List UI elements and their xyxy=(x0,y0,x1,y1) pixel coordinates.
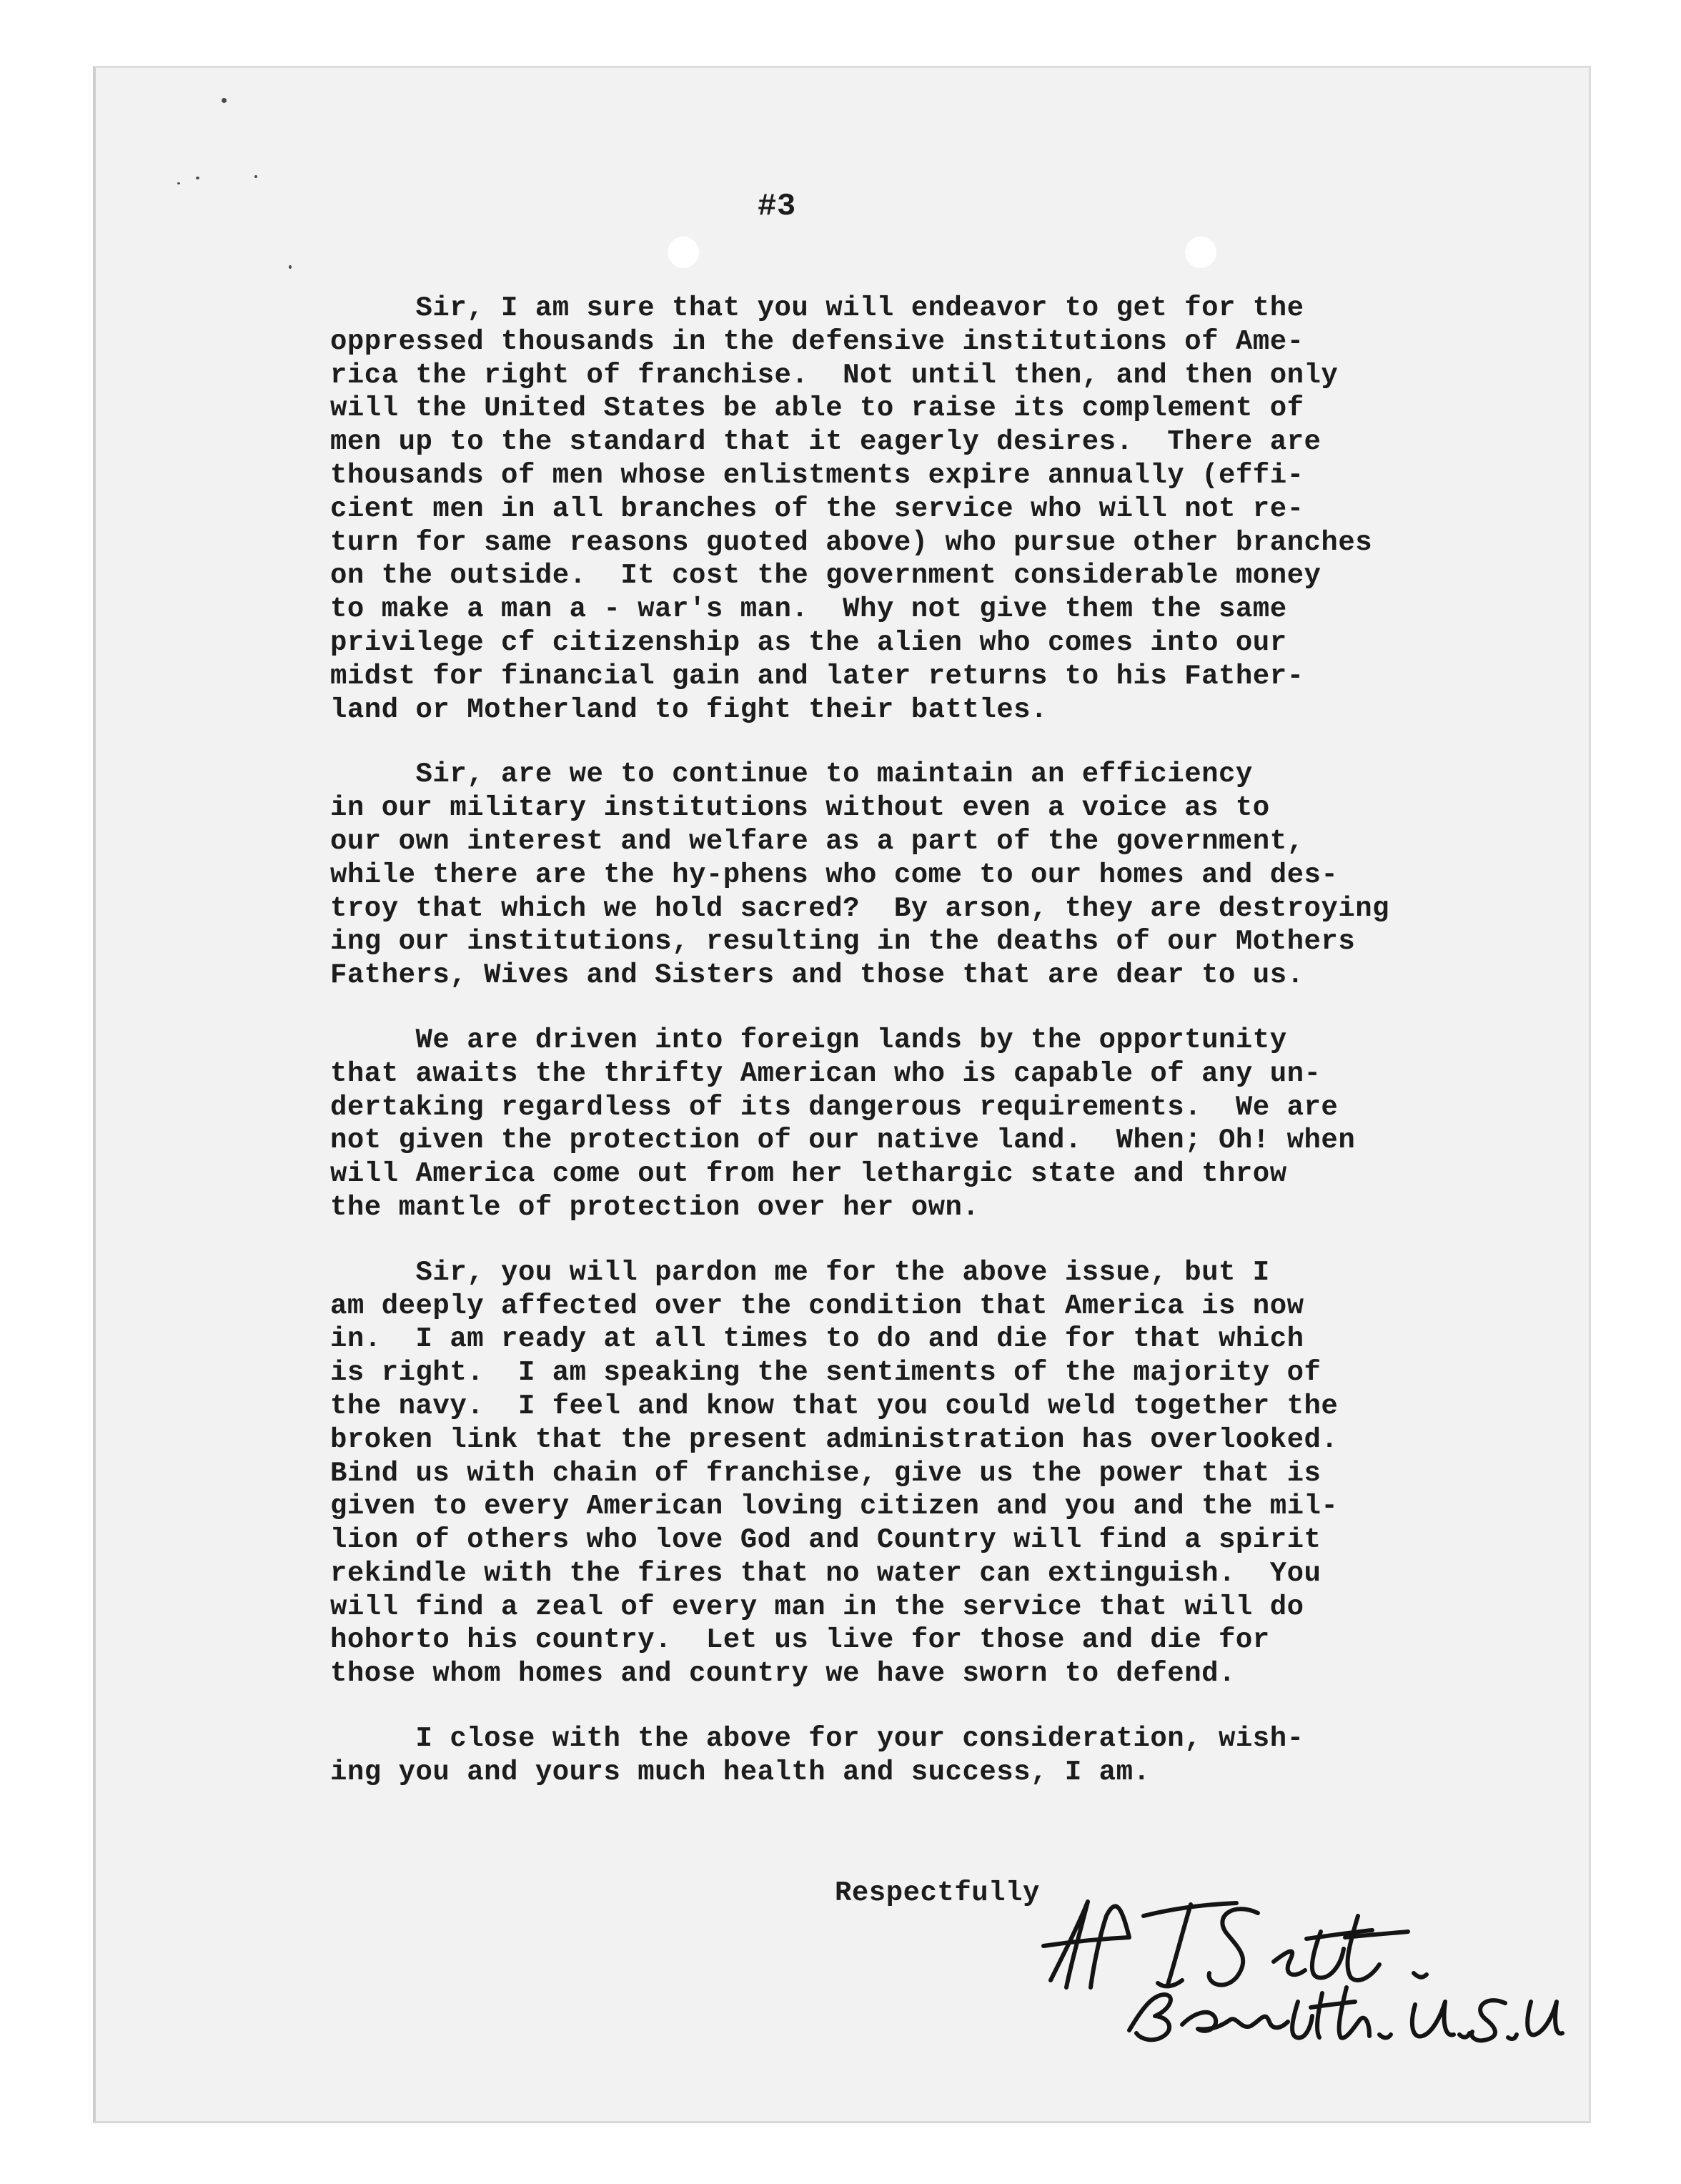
text-line: will America come out from her lethargic state and throw xyxy=(330,1158,1287,1190)
punch-hole-left xyxy=(668,237,699,268)
text-line: while there are the hy-phens who come to our homes and des- xyxy=(330,859,1339,891)
text-line: Bind us with chain of franchise, give us the power that is xyxy=(330,1457,1322,1489)
text-line: am deeply affected over the condition that America is now xyxy=(330,1290,1304,1322)
ink-speck xyxy=(254,175,257,178)
text-line: rekindle with the fires that no water can extinguish. You xyxy=(330,1557,1322,1589)
text-line: Sir, I am sure that you will endeavor to get for the xyxy=(330,292,1304,324)
paragraph xyxy=(330,758,1559,992)
text-line: on the outside. It cost the government considerable money xyxy=(330,560,1322,592)
paragraph xyxy=(330,1722,1559,1789)
text-line: those whom homes and country we have sworn to defend. xyxy=(330,1658,1236,1690)
text-line: given to every American loving citizen and you and the mil- xyxy=(330,1491,1339,1523)
ink-speck xyxy=(196,177,199,179)
text-line: cient men in all branches of the service who will not re- xyxy=(330,493,1304,525)
text-line: Fathers, Wives and Sisters and those that are dear to us. xyxy=(330,959,1304,992)
text-line: hohorto his country. Let us live for those and die for xyxy=(330,1624,1270,1656)
text-line: midst for financial gain and later returns to his Father- xyxy=(330,660,1304,692)
text-line: Sir, you will pardon me for the above issue, but I xyxy=(330,1256,1270,1288)
text-line: Sir, are we to continue to maintain an efficiency xyxy=(330,759,1253,791)
text-line: thousands of men whose enlistments expire annually (effi- xyxy=(330,459,1304,491)
text-line: that awaits the thrifty American who is capable of any un- xyxy=(330,1057,1322,1089)
text-line: oppressed thousands in the defensive institutions of Ame- xyxy=(330,325,1304,357)
text-line: will find a zeal of every man in the service that will do xyxy=(330,1591,1304,1623)
handwritten-signature xyxy=(1022,1887,1565,2052)
paragraph xyxy=(330,1024,1559,1225)
text-line: the navy. I feel and know that you could weld together the xyxy=(330,1390,1339,1422)
text-line: rica the right of franchise. Not until then, and then only xyxy=(330,359,1339,391)
text-line: dertaking regardless of its dangerous requirements. We are xyxy=(330,1091,1339,1123)
letter-body xyxy=(330,292,1559,1821)
text-line: the mantle of protection over her own. xyxy=(330,1191,980,1223)
text-line: ing you and yours much health and success, I am. xyxy=(330,1756,1151,1788)
paragraph xyxy=(330,292,1559,726)
text-line: We are driven into foreign lands by the opportunity xyxy=(330,1024,1287,1056)
page-number: #3 xyxy=(758,189,796,224)
text-line: men up to the standard that it eagerly desires. There are xyxy=(330,426,1322,458)
text-line: our own interest and welfare as a part of the government, xyxy=(330,825,1304,857)
text-line: troy that which we hold sacred? By arson, they are destroying xyxy=(330,892,1390,924)
text-line: privilege cf citizenship as the alien who comes into our xyxy=(330,626,1287,658)
punch-hole-right xyxy=(1185,237,1216,268)
ink-speck xyxy=(177,182,180,184)
text-line: I close with the above for your consideration, wish- xyxy=(330,1723,1304,1755)
text-line: land or Motherland to fight their battles. xyxy=(330,693,1048,726)
text-line: is right. I am speaking the sentiments of the majority of xyxy=(330,1357,1322,1389)
text-line: will the United States be able to raise its complement of xyxy=(330,392,1304,425)
closing-line: Respectfully xyxy=(835,1877,1040,1909)
text-line: ing our institutions, resulting in the deaths of our Mothers xyxy=(330,926,1356,958)
text-line: to make a man a - war's man. Why not give them the same xyxy=(330,593,1287,626)
ink-speck xyxy=(289,265,292,269)
text-line: in. I am ready at all times to do and die for that which xyxy=(330,1323,1304,1355)
ink-speck xyxy=(222,98,227,103)
text-line: broken link that the present administration has overlooked. xyxy=(330,1423,1339,1456)
text-line: turn for same reasons guoted above) who pursue other branches xyxy=(330,526,1373,558)
text-line: lion of others who love God and Country will find a spirit xyxy=(330,1524,1322,1556)
paragraph xyxy=(330,1256,1559,1691)
text-line: not given the protection of our native land. When; Oh! when xyxy=(330,1125,1356,1157)
text-line: in our military institutions without even a voice as to xyxy=(330,792,1270,824)
